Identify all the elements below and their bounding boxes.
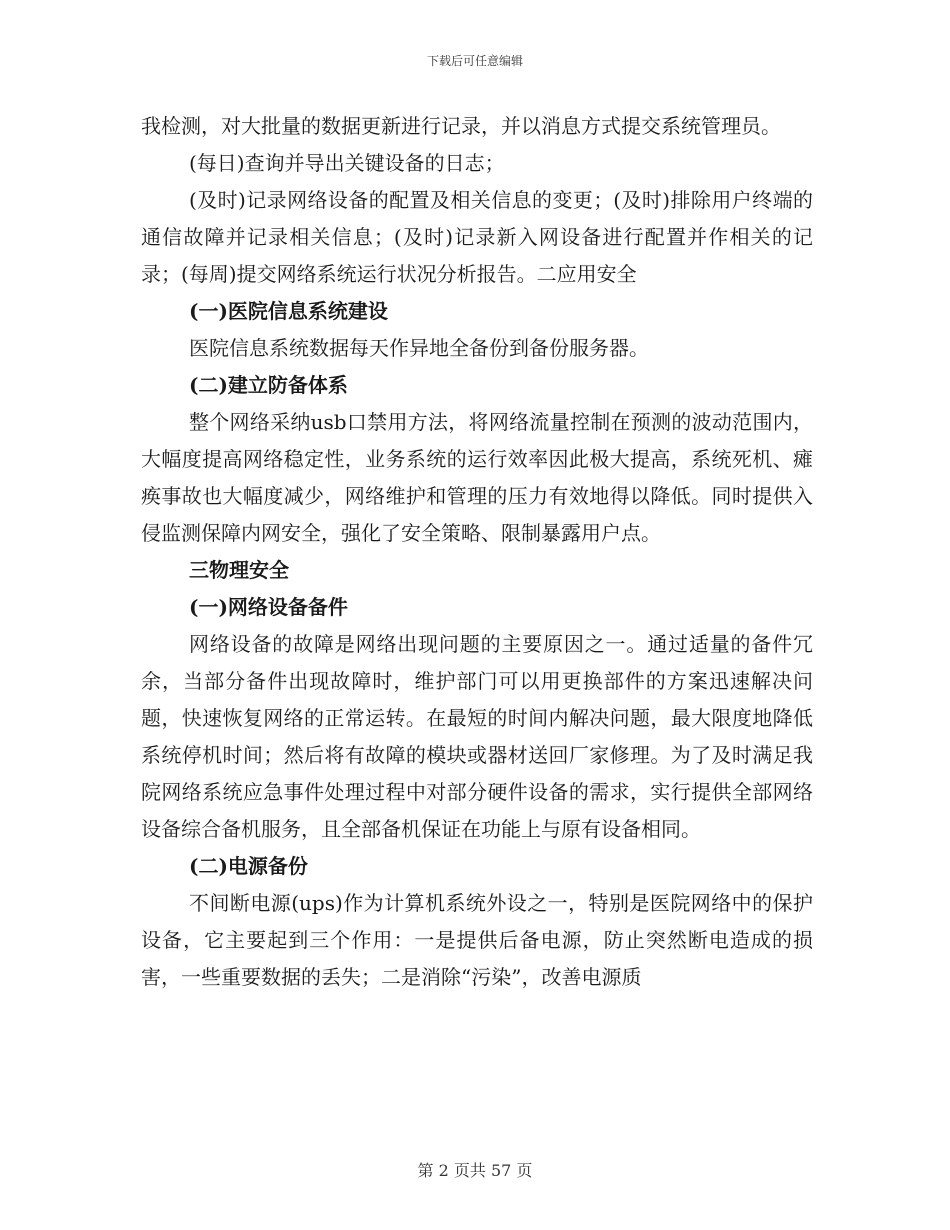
- paragraph: 医院信息系统数据每天作异地全备份到备份服务器。: [189, 336, 649, 360]
- paragraph: 网络设备的故障是网络出现问题的主要原因之一。通过适量的备件冗余，当部分备件出现故障时，维护部门可以用更换部件的方案迅速解决问题，快速恢复网络的正常运转。在最短的时间内解决问题，最大限度地降低系统停机时间；然后将有故障的模块或器材送回厂家修理。为了及时满足我院网络系统应急事件处理过程中对部分硬件设备的需求，实行提供全部网络设备综合备机服务，且全部备机保证在功能上与原有设备相同。: [141, 632, 813, 841]
- section-heading: (一)网络设备备件: [189, 595, 348, 619]
- paragraph: 整个网络采纳usb口禁用方法，将网络流量控制在预测的波动范围内，大幅度提高网络稳定性，业务系统的运行效率因此极大提高，系统死机、瘫痪事故也大幅度减少，网络维护和管理的压力有效地得以降低。同时提供入侵监测保障内网安全，强化了安全策略、限制暴露用户点。: [141, 410, 813, 545]
- paragraph: (每日)查询并导出关键设备的日志；: [189, 151, 505, 175]
- page-header: 下载后可任意编辑: [426, 54, 523, 68]
- paragraph: 不间断电源(ups)作为计算机系统外设之一，特别是医院网络中的保护设备，它主要起到三个作用：一是提供后备电源，防止突然断电造成的损害，一些重要数据的丢失；二是消除“污染”，改善电源质: [141, 891, 813, 989]
- page-footer: 第 2 页共 57 页: [417, 1161, 533, 1180]
- section-heading: 三物理安全: [189, 558, 289, 582]
- section-heading: (一)医院信息系统建设: [189, 299, 388, 323]
- section-heading: (二)建立防备体系: [189, 373, 348, 397]
- paragraph: 我检测，对大批量的数据更新进行记录，并以消息方式提交系统管理员。: [141, 114, 781, 138]
- paragraph: (及时)记录网络设备的配置及相关信息的变更；(及时)排除用户终端的通信故障并记录相关信息；(及时)记录新入网设备进行配置并作相关的记录；(每周)提交网络系统运行状况分析报告。二应用安全: [141, 188, 813, 286]
- section-heading: (二)电源备份: [189, 854, 308, 878]
- document-body: [141, 108, 813, 996]
